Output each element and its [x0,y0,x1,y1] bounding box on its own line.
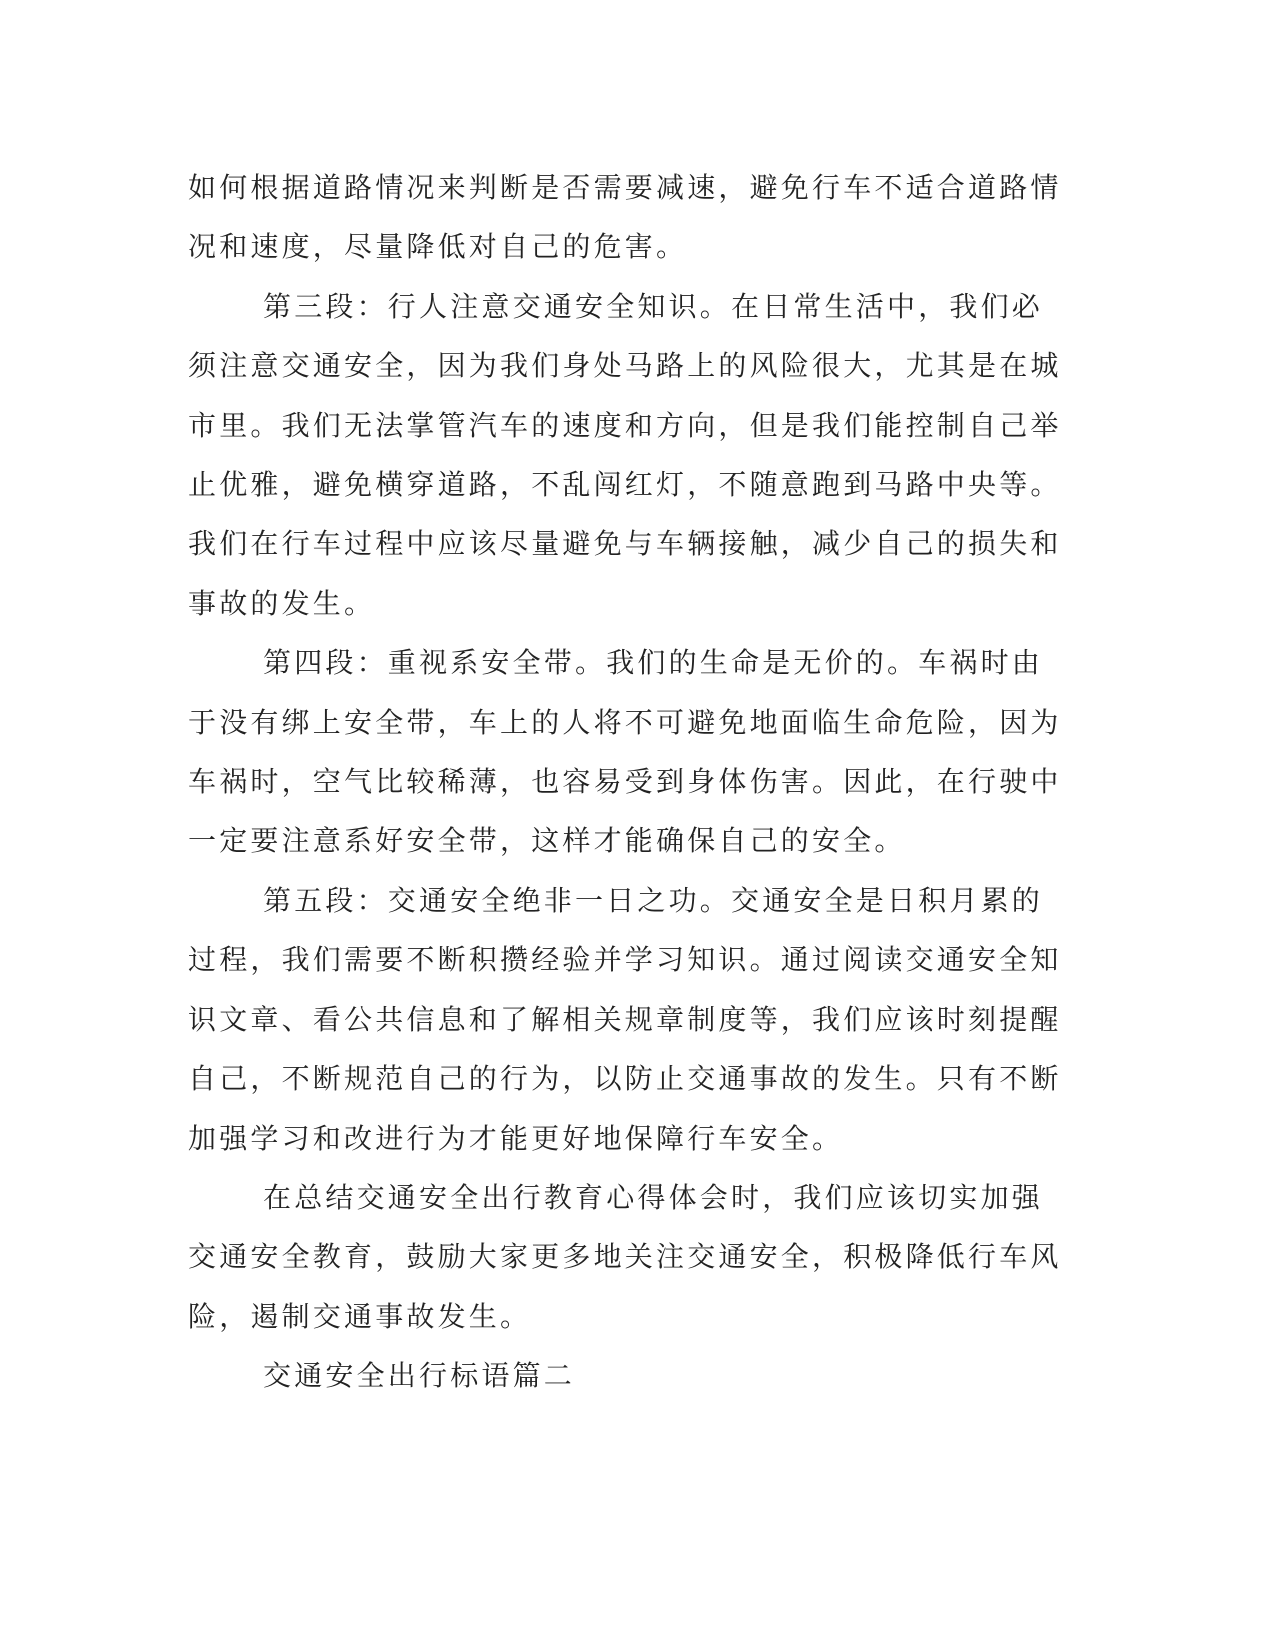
section-heading: 交通安全出行标语篇二 [263,1359,576,1393]
document-body [188,158,1068,1406]
paragraph-section-four: 第四段：重视系安全带。我们的生命是无价的。车祸时由于没有绑上安全带，车上的人将不可避免地面临生命危险，因为车祸时，空气比较稀薄，也容易受到身体伤害。因此，在行驶中一定要注意系好安全带，这样才能确保自己的安全。 [188,646,1062,858]
paragraph-section-three: 第三段：行人注意交通安全知识。在日常生活中，我们必须注意交通安全，因为我们身处马路上的风险很大，尤其是在城市里。我们无法掌管汽车的速度和方向，但是我们能控制自己举止优雅，避免横穿道路，不乱闯红灯，不随意跑到马路中央等。我们在行车过程中应该尽量避免与车辆接触，减少自己的损失和事故的发生。 [188,289,1062,620]
paragraph-section-five: 第五段：交通安全绝非一日之功。交通安全是日积月累的过程，我们需要不断积攒经验并学习知识。通过阅读交通安全知识文章、看公共信息和了解相关规章制度等，我们应该时刻提醒自己，不断规范自己的行为，以防止交通事故的发生。只有不断加强学习和改进行为才能更好地保障行车安全。 [188,883,1062,1155]
paragraph-summary: 在总结交通安全出行教育心得体会时，我们应该切实加强交通安全教育，鼓励大家更多地关注交通安全，积极降低行车风险，遏制交通事故发生。 [188,1180,1062,1333]
paragraph-continuation: 如何根据道路情况来判断是否需要减速，避免行车不适合道路情况和速度，尽量降低对自己的危害。 [188,171,1062,264]
